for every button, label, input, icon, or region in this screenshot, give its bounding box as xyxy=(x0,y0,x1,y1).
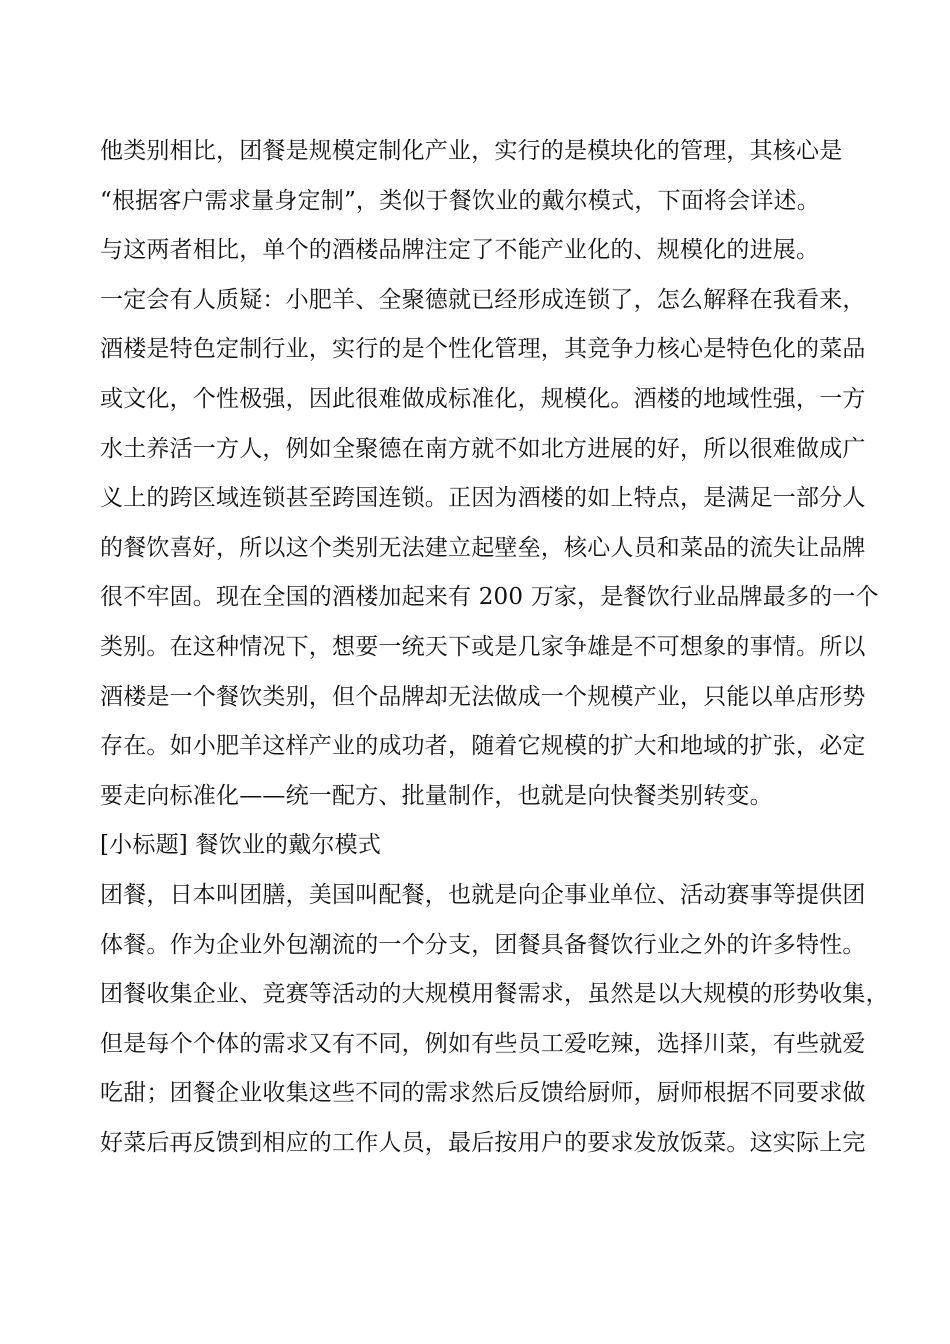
text-line-1: 他类别相比，团餐是规模定制化产业，实行的是模块化的管理，其核心是 xyxy=(100,138,843,164)
text-line-3: 与这两者相比，单个的酒楼品牌注定了不能产业化的、规模化的进展。 xyxy=(100,237,820,264)
text-line-9: 的餐饮喜好，所以这个类别无法建立起壁垒，核心人员和菜品的流失让品牌 xyxy=(100,534,866,561)
text-line-2: “根据客户需求量身定制”，类似于餐饮业的戴尔模式，下面将会详述。 xyxy=(100,187,820,214)
text-line-7: 水土养活一方人，例如全聚德在南方就不如北方进展的好，所以很难做成广 xyxy=(100,435,866,462)
subheading-line: [小标题] 餐饮业的戴尔模式 xyxy=(100,832,382,859)
document-body xyxy=(100,127,889,1168)
text-line-11: 类别。在这种情况下，想要一统天下或是几家争雄是不可想象的事情。所以 xyxy=(100,633,866,660)
text-line-10: 很不牢固。现在全国的酒楼加起来有 200 万家，是餐饮行业品牌最多的一个 xyxy=(100,584,879,611)
text-line-5: 酒楼是特色定制行业，实行的是个性化管理，其竞争力核心是特色化的菜品 xyxy=(100,336,866,363)
text-line-13: 存在。如小肥羊这样产业的成功者，随着它规模的扩大和地域的扩张，必定 xyxy=(100,733,866,760)
text-line-18: 团餐收集企业、竞赛等活动的大规模用餐需求，虽然是以大规模的形势收集， xyxy=(100,981,889,1008)
text-line-20: 吃甜；团餐企业收集这些不同的需求然后反馈给厨师，厨师根据不同要求做 xyxy=(100,1080,866,1107)
text-line-17: 体餐。作为企业外包潮流的一个分支，团餐具备餐饮行业之外的许多特性。 xyxy=(100,931,866,958)
text-line-8: 义上的跨区域连锁甚至跨国连锁。正因为酒楼的如上特点，是满足一部分人 xyxy=(100,485,866,512)
text-line-4: 一定会有人质疑：小肥羊、全聚德就已经形成连锁了，怎么解释在我看来， xyxy=(100,286,866,313)
text-line-16: 团餐，日本叫团膳，美国叫配餐，也就是向企事业单位、活动赛事等提供团 xyxy=(100,881,866,908)
text-line-12: 酒楼是一个餐饮类别，但个品牌却无法做成一个规模产业，只能以单店形势 xyxy=(100,683,866,710)
text-line-6: 或文化，个性极强，因此很难做成标准化，规模化。酒楼的地域性强，一方 xyxy=(100,385,866,412)
text-line-14: 要走向标准化——统一配方、批量制作，也就是向快餐类别转变。 xyxy=(100,782,773,809)
text-line-21: 好菜后再反馈到相应的工作人员，最后按用户的要求发放饭菜。这实际上完 xyxy=(100,1129,866,1156)
text-line-19: 但是每个个体的需求又有不同，例如有些员工爱吃辣，选择川菜，有些就爱 xyxy=(100,1030,866,1057)
